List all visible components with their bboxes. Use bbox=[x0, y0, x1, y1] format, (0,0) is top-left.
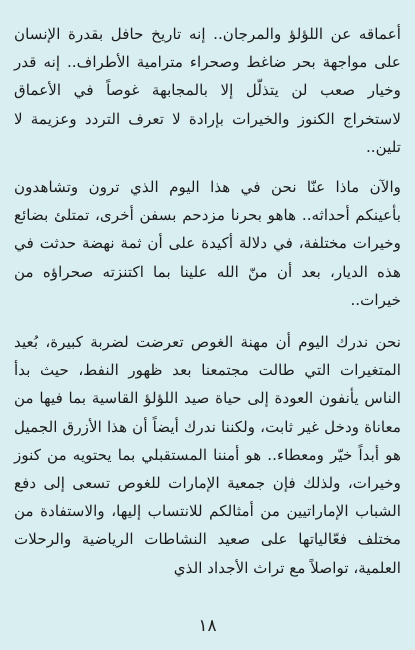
page-number: ١٨ bbox=[198, 616, 217, 636]
paragraph-3: نحن ندرك اليوم أن مهنة الغوص تعرضت لضربة كبيرة، بُعيد المتغيرات التي طالت مجتمعنا بعد ظهور النفط، حيث بدأ الناس يأنفون العودة إلى حياة صيد اللؤلؤ القاسية بما فيها من معاناة ودخل غير ثابت، ولكننا ندرك أيضاً أن هذا الأزرق الجميل هو أبداً خيّر ومعطاء.. هو أمننا المستقبلي بما يحتويه من كنوز وخيرات، ولذلك فإن جمعية الإمارات للغوص تسعى إلى دفع الشباب الإماراتيين من أمثالكم للانتساب إليها، والاستفادة من مختلف فعّالياتها على صعيد النشاطات الرياضية والرحلات العلمية، تواصلاً مع تراث الأجداد الذي bbox=[14, 333, 401, 577]
paragraph-1: أعماقه عن اللؤلؤ والمرجان.. إنه تاريخ حافل بقدرة الإنسان على مواجهة بحر ضاغط وصحراء مترامية الأطراف.. إنه قدر وخيار صعب لن يتذلّل إلا بالمجابهة غوصاً في الأعماق لاستخراج الكنوز والخيرات بإرادة لا تعرف التردد وعزيمة لا تلين.. bbox=[14, 25, 401, 156]
paragraph-2: والآن ماذا عنّا نحن في هذا اليوم الذي ترون وتشاهدون بأعينكم أحداثه.. هاهو بحرنا مزدحم بسفن أخرى، تمتلئ بضائع وخيرات مختلفة، في دلالة أكيدة على أن ثمة نهضة حدثت في هذه الديار، بعد أن منّ الله علينا بما اكتنزته صحراؤه من خيرات.. bbox=[14, 178, 401, 309]
